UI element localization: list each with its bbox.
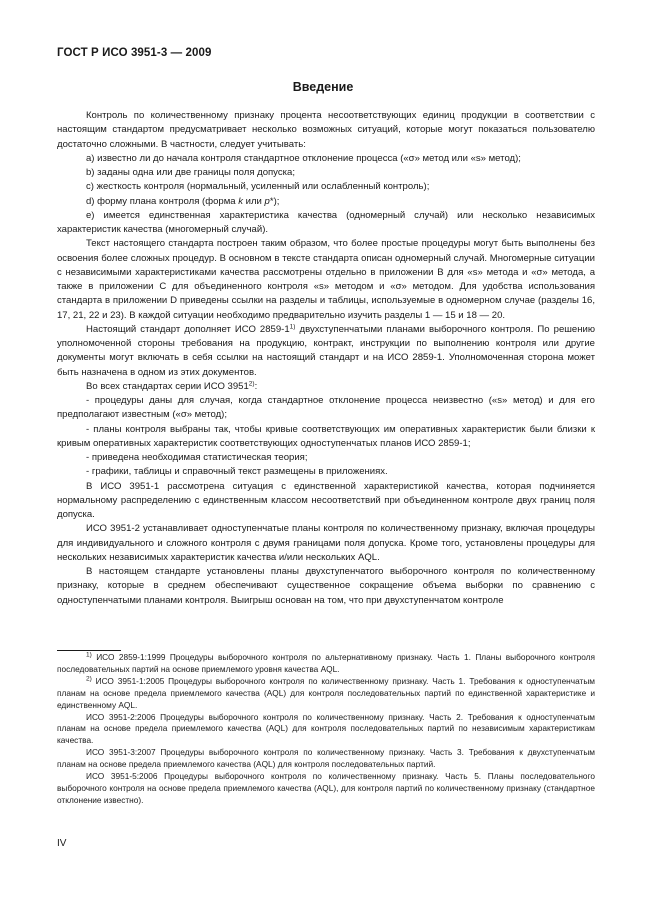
footnote: [57, 676, 595, 712]
document-header: ГОСТ Р ИСО 3951-3 — 2009: [57, 47, 212, 59]
footnote-mark: 2): [86, 675, 92, 683]
list-item: b) заданы одна или две границы поля допуска;: [86, 167, 295, 178]
list-item: c) жесткость контроля (нормальный, усиленный или ослабленный контроль);: [86, 181, 430, 193]
body-text: [57, 109, 595, 608]
series-tail: :: [254, 380, 258, 392]
paragraph: Текст настоящего стандарта построен таким образом, что более простые процедуры могут быть выполнены без освоения более сложных процедур. В основном в тексте стандарта описан одномерный случай. Многомерные ситуации с независимыми характеристиками качества рассмотрены отдельно в приложении В для «s» метода и «σ» метода, а также в приложении С для объединенного контроля «s» методом и «σ» методом. Для удобства использования стандарта в приложении D приведены ссылки на разделы и таблицы, используемые в одномерном случае (разделы 16, 17, 21, 22 и 23). В каждой ситуации необходимо предварительно изучить разделы 1 — 15 и 18 — 20.: [57, 238, 595, 321]
list-item: - приведена необходимая статистическая теория;: [86, 452, 308, 463]
paragraph: ИСО 3951-2 устанавливает одноступенчатые планы контроля по количественному признаку, включая процедуры для индивидуального и сложного контроля с двумя границами поля допуска. Кроме того, установлены процедуры для нескольких независимых характеристик качества и/или нескольких AQL.: [57, 523, 595, 563]
d-item-k: k: [238, 195, 243, 207]
footnote-mark: 1): [86, 651, 92, 659]
footnote: [57, 712, 595, 748]
footnote-text: ИСО 3951-3:2007 Процедуры выборочного контроля по количественному признаку. Часть 3. Требования к двухступенчатым планам на основе предела приемлемого качества (AQL) для контроля последовательных партий.: [57, 747, 595, 770]
page-number: IV: [57, 838, 67, 849]
list-item: a) известно ли до начала контроля стандартное отклонение процесса («σ» метод или «s» метод);: [86, 152, 521, 164]
footnote-ref: 2): [248, 380, 255, 388]
footnote: [57, 747, 595, 771]
d-item-suffix: *);: [269, 195, 280, 207]
paragraph: [57, 380, 595, 394]
d-item-p: p: [264, 195, 270, 207]
section-title: Введение: [292, 80, 354, 94]
list-item: e) имеется единственная характеристика качества (одномерный случай) или несколько независимых характеристик качества (многомерный случай).: [57, 209, 595, 235]
footnotes: [57, 652, 595, 807]
iso2859-lead: Настоящий стандарт дополняет ИСО 2859-1: [86, 323, 290, 335]
iso2859-rest: двухступенчатыми планами выборочного контроля. По решению уполномоченной стороны требования на продукцию, контракт, инструкции по выполнению контроля или другие документы могут включать в себя ссылки на настоящий стандарт и на ИСО 2859-1. Уполномоченная сторона может быть назначена в одном из этих документов.: [57, 323, 595, 378]
footnote-text: ИСО 3951-1:2005 Процедуры выборочного контроля по количественному признаку. Часть 1. Требования к одноступенчатым планам на основе предела приемлемого качества (AQL) для контроля последовательных партий по единственной характеристике и единственному AQL.: [57, 675, 595, 710]
footnote-text: ИСО 3951-2:2006 Процедуры выборочного контроля по количественному признаку. Часть 2. Требования к одноступенчатым планам на основе предела приемлемого качества (AQL) для контроля последовательных партий по независимым характеристикам качества.: [57, 711, 595, 746]
paragraph: [57, 323, 595, 380]
d-item-mid: или: [243, 195, 265, 207]
footnote: [57, 771, 595, 807]
list-item: - планы контроля выбраны так, чтобы кривые соответствующих им оперативных характеристик были близки к кривым оперативных характеристик соответствующих одноступенчатых планов ИСО 2859-1;: [57, 423, 595, 449]
list-item: - графики, таблицы и справочный текст размещены в приложениях.: [86, 466, 388, 478]
paragraph: В настоящем стандарте установлены планы двухступенчатого выборочного контроля по количественному признаку, которые в среднем обеспечивают существенное сокращение объема выборки по сравнению с одноступенчатыми планами контроля. Выигрыш основан на том, что при двухступенчатом контроле: [57, 566, 595, 606]
series-lead: Во всех стандартах серии ИСО 3951: [86, 380, 249, 392]
list-item: [57, 195, 595, 209]
footnote: [57, 652, 595, 676]
footnote-ref: 1): [289, 323, 296, 331]
list-item: - процедуры даны для случая, когда стандартное отклонение процесса неизвестно («s» метод) и для его предполагают известным («σ» метод);: [57, 395, 595, 421]
paragraph: Контроль по количественному признаку процента несоответствующих единиц продукции в соответствии с настоящим стандартом предусматривает несколько возможных ситуаций, которые могут показаться пользователю достаточно сложными. В частности, следует учитывать:: [57, 110, 595, 150]
paragraph: В ИСО 3951-1 рассмотрена ситуация с единственной характеристикой качества, которая подчиняется нормальному распределению с единственным классом несоответствий при объединенном контроле двух границ поля допуска.: [57, 480, 595, 520]
footnote-text: ИСО 3951-5:2006 Процедуры выборочного контроля по количественному признаку. Часть 5. Планы последовательного выборочного контроля на основе предела приемлемого качества (AQL), для контроля партий по количественному признаку (стандартное отклонение известно).: [57, 771, 595, 805]
footnote-text: ИСО 2859-1:1999 Процедуры выборочного контроля по альтернативному признаку. Часть 1. Планы выборочного контроля последовательных партий на основе приемлемого уровня качества AQL.: [57, 652, 595, 674]
d-item-prefix: d) форму плана контроля (форма: [86, 195, 239, 207]
